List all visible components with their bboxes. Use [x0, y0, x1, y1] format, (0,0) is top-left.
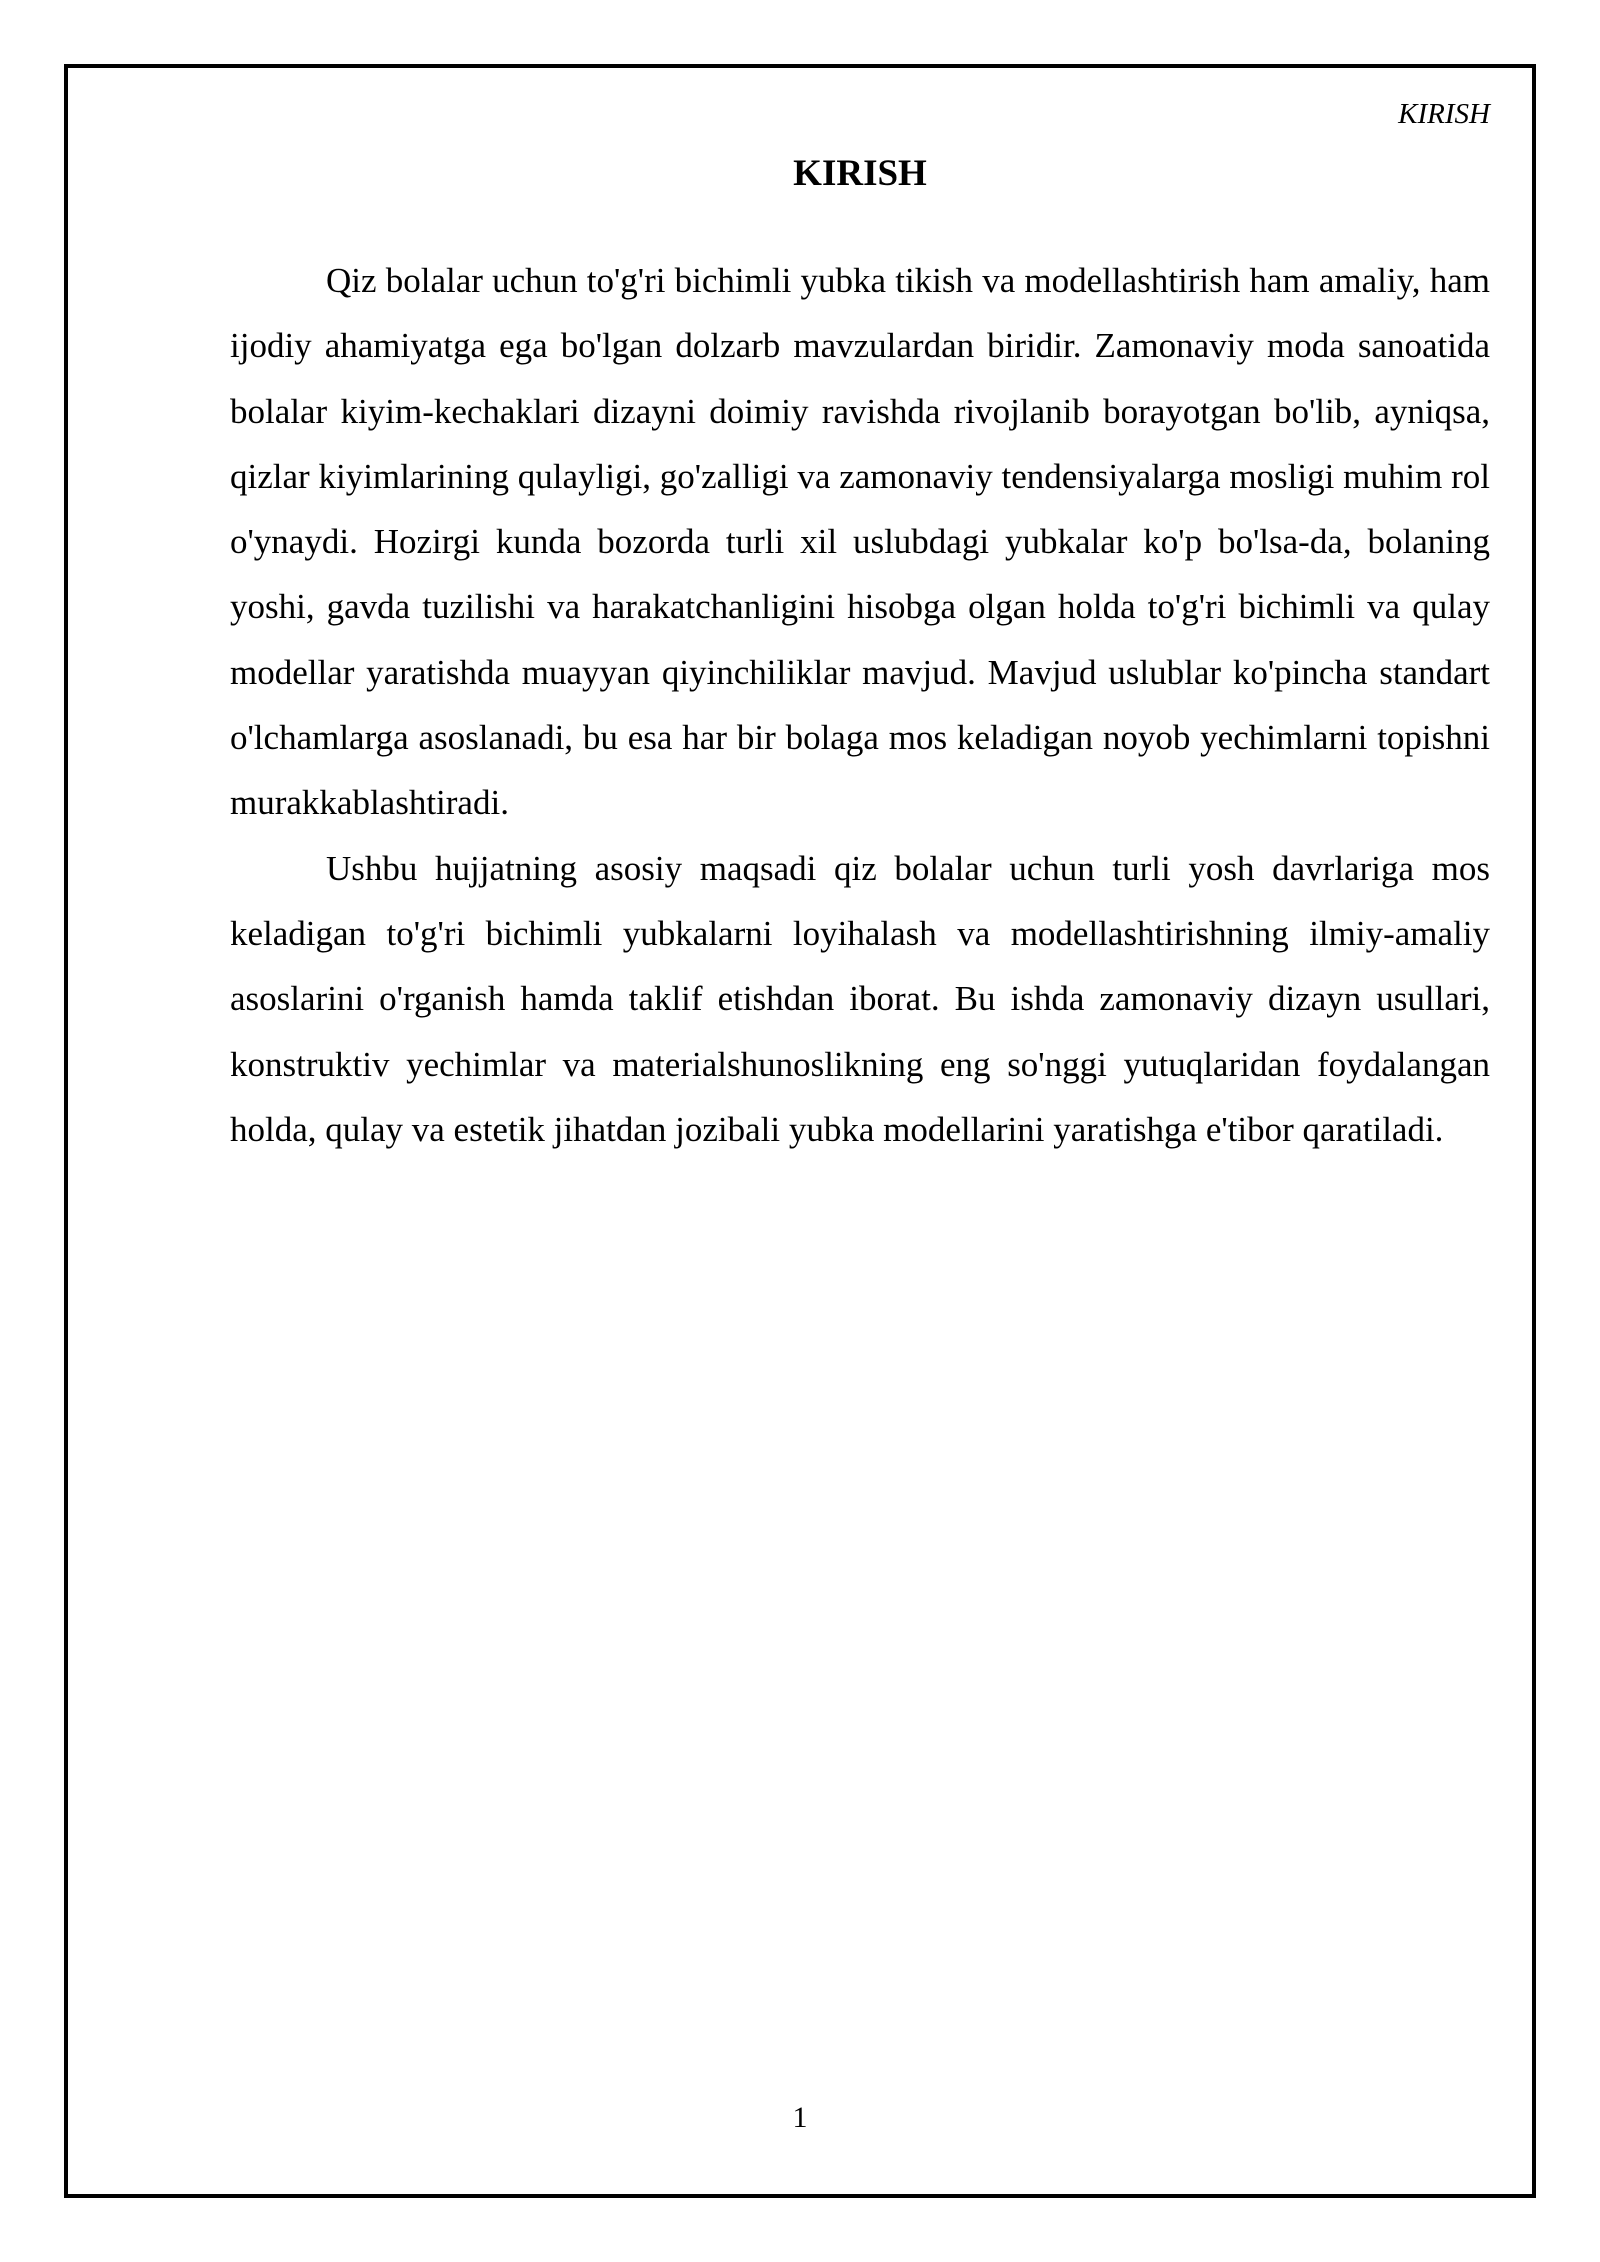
paragraph-1: Qiz bolalar uchun to'g'ri bichimli yubka tikish va modellashtirish ham amaliy, ham ijodiy ahamiyatga ega bo'lgan dolzarb mavzulardan biridir. Zamonaviy moda sanoatida bolalar kiyim-kechaklari dizayni doimiy ravishda rivojlanib borayotgan bo'lib, ayniqsa, qizlar kiyimlarining qulayligi, go'zalligi va zamonaviy tendensiyalarga mosligi muhim rol o'ynaydi. Hozirgi kunda bozorda turli xil uslubdagi yubkalar ko'p bo'lsa-da, bolaning yoshi, gavda tuzilishi va harakatchanligini hisobga olgan holda to'g'ri bichimli va qulay modellar yaratishda muayyan qiyinchiliklar mavjud. Mavjud uslublar ko'pincha standart o'lchamlarga asoslanadi, bu esa har bir bolaga mos keladigan noyob yechimlarni topishni murakkablashtiradi.	[230, 261, 1490, 823]
page-number: 1	[792, 2101, 808, 2134]
page-title: KIRISH	[793, 153, 927, 194]
running-header: KIRISH	[1398, 98, 1490, 130]
paragraph-2: Ushbu hujjatning asosiy maqsadi qiz bolalar uchun turli yosh davrlariga mos keladigan to'g'ri bichimli yubkalarni loyihalash va modellashtirishning ilmiy-amaliy asoslarini o'rganish hamda taklif etishdan iborat. Bu ishda zamonaviy dizayn usullari, konstruktiv yechimlar va materialshunoslikning eng so'nggi yutuqlaridan foydalangan holda, qulay va estetik jihatdan jozibali yubka modellarini yaratishga e'tibor qaratiladi.	[230, 848, 1490, 1149]
document-body	[230, 248, 1490, 1162]
